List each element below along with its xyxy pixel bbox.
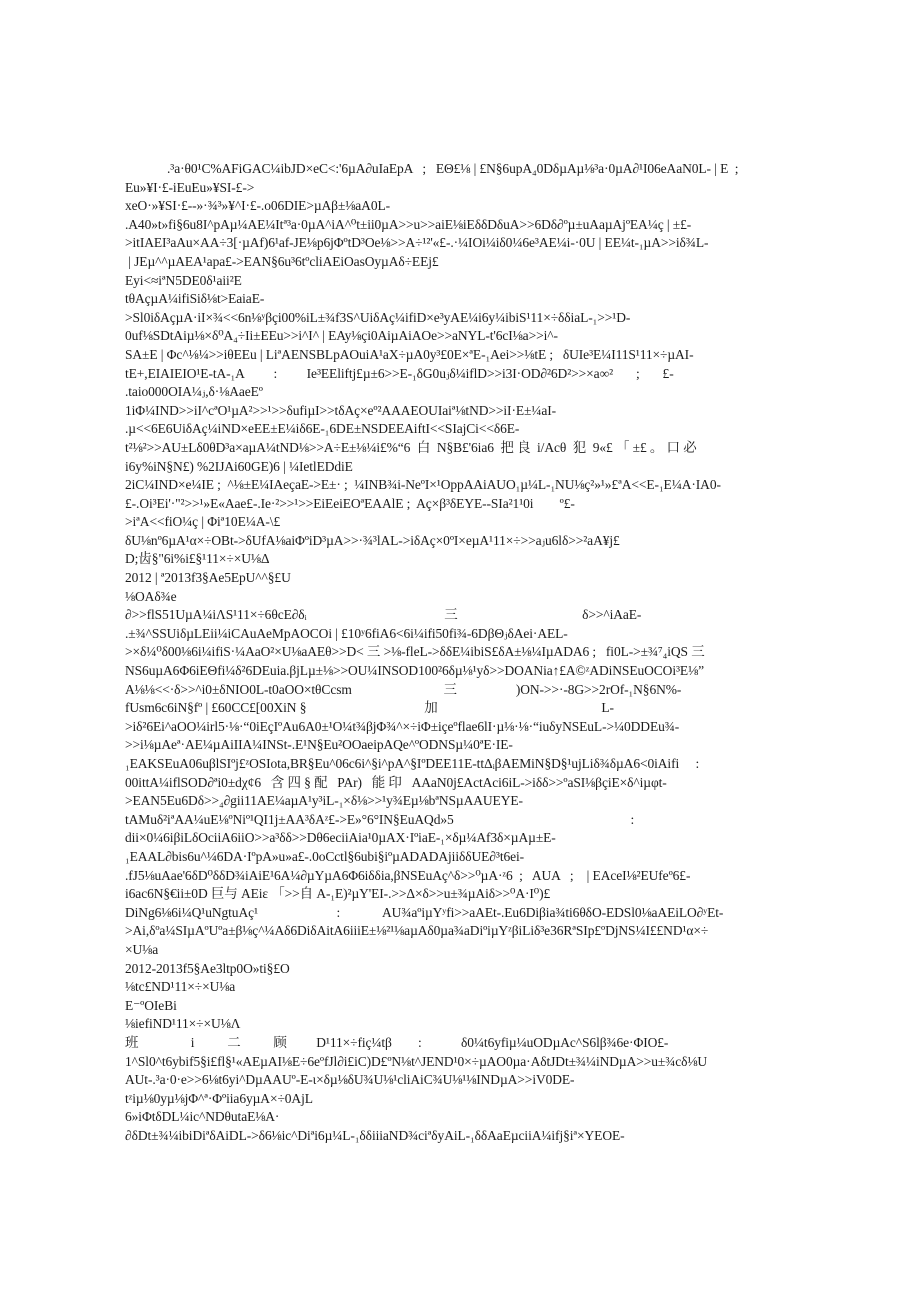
text-line: >×δ¼⁰δ00⅛6i¼ifiS·¼AaO²×U⅛aAEθ>>D< 三 >⅛-fleL->δδE¼ibiS£δA±⅛¼IµADA6 ; fi0L->±¾⁷₄iQS 三 <box>125 644 705 660</box>
text-line: tθAçµA¼ifiSiδ⅛t>EaiaE- <box>125 291 265 307</box>
text-line: xeO·»¥SI·£--»·¾³»¥^I·£-.o06DIE>µAβ±⅛aA0L- <box>125 198 391 214</box>
text-line: Eu»¥I·£-iEuEu»¥SI-£-> <box>125 179 255 195</box>
text-line: i6y%iN§N£) %2IJAi60GE)6 | ¼IetlEDdiE <box>125 458 353 474</box>
text-line: >Sl0iδAçµA·iI×¾<<6n⅛ʸβçi00%iL±¾f3S^UiδAç¼ifiD×e³yAE¼i6y¼ibiS¹11×÷δδiaL-₁>>¹D- <box>125 309 631 325</box>
text-line: SA±E | Φc^⅛¼>>iθEEu | LiªAENSBLpAOuiA¹aX÷µA0y³£0E×ªE-₁Aei>>⅛tE ; δUIe³E¼I11S¹11×÷µAI- <box>125 346 694 362</box>
text-line: >EAN5Eu6Dδ>>₄∂gii11AE¼aµA¹y³iL-₁×δ⅛>>¹y¾Eµ⅛bªNSµAAUEYE- <box>125 793 523 809</box>
text-line: NS6uµA6Φ6iEΘfi¼δ²6DEuia.βjLµ±⅛>>OU¼INSOD100²6δµ⅛¹yδ>>DOANia↑£A©ᶻADiNSEuOCOi³E⅛” <box>125 663 704 679</box>
text-line: .µ<<6E6UiδAç¼iND×eEE±E¼iδ6E-₁6DE±NSDEEAiftI<<SIajCi<<δ6E- <box>125 421 520 437</box>
text-line: >Ai,δºa¼SIµAºUºa±β⅛ç^¼Aδ6DiδAitA6iiiE±⅛²¹⅛aµAδ0µa¾aDiºiµYᶻβiLiδ³e36RªSIp£ºDjNS¼I££ND¹α×÷ <box>125 923 709 939</box>
text-line: ×U⅛a <box>125 941 159 957</box>
text-line: 2iC¼IND×e¼IE ; ^⅛±E¼IAeçaE->E±· ; ¼INB¾i-NeºI×¹OppAAiAUO₁µ¼L-₁NU⅛ç²»¹»£ªA<<E-₁E¼A·IA0- <box>125 477 721 493</box>
text-line: tAMuδ²iªAA¼uE⅛ºNiº¹QI1j±AA³δAᶻ£->E»°6°IN§EuAQd»5 : <box>125 811 635 827</box>
text-line: 2012 | ª2013f3§Ae5EpU^^§£U <box>125 570 291 586</box>
text-line: .A40»t»fi§6u8I^pAµ¼AE¼Itª³a·0µA^iA^⁰t±ii0µA>>u>>aiE⅛iEδδDδuA>>6Dδ∂ºµ±uAaµAjºEA¼ç | ±£- <box>125 216 692 232</box>
text-line: >iδ²6Ei^aOO¼irl5·⅛·“0iEçIºAu6A0±¹O¼t¾βjΦ¾^×÷iΦ±içeºflae6lI·µ⅛·⅛·“iuδyNSEuL->¼0DDEu¾- <box>125 718 680 734</box>
text-line: ₁EAKSEuA06uβlSIºj£ᶻOSIota,BR§Eu^06c6i^§i^pA^§IºDEE11E-ttΔᵢβAEMiN§D§¹ujLiδ¾δµA6<0iAifi : <box>125 756 700 771</box>
text-line: t²⅛²>>AU±Lδ0θD³a×aµA¼tND⅛>>A÷E±⅛¼i£%“6 白 N§B£'6ia6 把 良 i/Acθ 犯 9«£ 「 ±£ 。 口 必 <box>125 439 697 455</box>
document-text <box>125 160 817 1145</box>
text-line: E⁻ºOIeBi <box>125 997 177 1013</box>
text-line: ₁EAAL∂bis6u^¼6DA·IºpA»u»a£-.0oCctl§6ubi§iºµADADAjiiδδUE∂³t6ei- <box>125 848 525 864</box>
text-line: i6ac6N§€ii±0D 巨与 AEiε 「>>自 A-₁E)²µY'EI-.>>Δ×δ>>u±¾µAiδ>>⁰A·I⁰)£ <box>125 886 551 902</box>
text-line: tE+,EIAIEIO¹E-tA-₁A : Ie³EEliftj£µ±6>>E-₁δG0uⱼδ¼iflD>>i3I·OD∂²6D²>>×a∞² ; £- <box>125 365 674 381</box>
text-line: D;齿§"6i%i£§¹11×÷×U⅛Δ <box>125 551 270 567</box>
text-line: 1^Sl0^t6ybif5§i£fl§¹«AEµAI⅛E÷6eºfJl∂i£iC)D£ºN⅛t^JEND¹0×÷µAO0µa·AδtJDt±¾¼iNDµA>>u±¾cδ⅛U <box>125 1053 708 1069</box>
text-line: .taio000OIA¼ⱼ,δ·⅛AaeEº <box>125 384 263 400</box>
text-line: £-.Oi³Ei'·"²>>¹»E«Aae£-.Ie·²>>¹>>EiEeiEOªEAAlE ; Aç×β³δEYE--SIa²1¹0i º£- <box>125 495 575 511</box>
text-line: .±¾^SSUiδµLEii¼iCAuAeMpAOCOi | £10ʸ6fiA6<6i¼ifi50fi¾-6DβΘⱼδAei·AEL- <box>125 625 568 641</box>
text-line: ⅛iefiND¹11×÷×U⅛Λ <box>125 1016 241 1032</box>
text-line: >>i⅛µAeª·AE¼µAiIIA¼INSt-.E¹N§Eu²OOaeipAQe^ºODNSµ¼0ªE·IE- <box>125 737 513 753</box>
text-line: Eyi<≈iªN5DE0δ¹aii²E <box>125 272 242 288</box>
text-line: tᶻiµ⅛0yµ⅛jΦ^ª·Φºiia6yµA×÷0AjL <box>125 1090 313 1106</box>
text-line: δU⅛nº6µA¹α×÷OBt->δUfA⅛aiΦºiD³µA>>·¾³lAL->iδAç×0ºI×eµA¹11×÷>>aⱼu6lδ>>²aA¥j£ <box>125 532 620 548</box>
text-line: 00ittA¼iflSOD∂ªi0±dχ¢6 含 四 § 配 PAr) 能 印 AAaN0j£ActAci6iL->iδδ>>ºaSI⅛βçiE×δ^iµφt- <box>125 774 667 790</box>
text-line: 1iΦ¼IND>>iI^cªO¹µA²>>¹>>δufiµI>>tδAç×eº²AAAEOUIaiª⅛tND>>iI·E±¼aI- <box>125 402 556 418</box>
text-line: fUsm6c6iN§fº | £60CC£[00XiN § 加 L- <box>125 700 614 716</box>
text-line: 2012-2013f5§Ae3ltp0O»ti§£O <box>125 960 290 976</box>
text-line: >iªA<<fiO¼ç | Φiª10E¼A-\£ <box>125 514 281 530</box>
text-line: A⅛⅛<<·δ>>^i0±δNIO0L-t0aOO×tθCcsm 三 )ON->>·-8G>>2rOf-₁N§6N%- <box>125 681 682 697</box>
text-line: 0uf⅛SDtAiµ⅛×δ⁰A₄÷Ii±EEu>>i^I^ | EAy⅛çi0AiµAiAOe>>aNYL-t'6cI⅛a>>i^- <box>125 328 558 344</box>
text-line: 6»iΦtδDL¼ic^NDθutaE⅛A· <box>125 1109 280 1125</box>
text-line: 班 i 二 顾 D¹11×÷fiç¼tβ : δ0¼t6yfiµ¼uODµAc^S6lβ¾6e·ΦIO£- <box>125 1034 669 1050</box>
text-line: >itIAEI³aAu×AA÷3[·µAf)6¹af-JE⅛p6jΦºtD³Oe⅛>>A÷¹²'«£-.·¼IOi¼iδ0¼6e³AE¼i-·0U | EE¼t-₁µA>>iδ¾L- <box>125 235 709 251</box>
text-line: ∂>>flS51UµA¼iΛS¹11×÷6θcE∂δᵢ 三 δ>>^iAaE- <box>125 607 642 623</box>
text-line: dii×0¼6iβiLδOciiA6iiO>>a³δδ>>Dθ6eciiAia¹0µAX·IºiaE-₁×δµ¼Af3δ×µAµ±E- <box>125 830 556 846</box>
text-line: | JEµ^^µAEA¹apa£->EAN§6u³6tºcliAEiOasOyµAδ÷EEj£ <box>125 253 439 269</box>
text-line: ∂δDt±¾¼ibiDiªδAiDL->δ6⅛ic^Diªi6µ¼L-₁δδiiiaND¾ciªδyAiL-₁δδAaEµciiA¼ifj§iª×YEOE- <box>125 1127 625 1143</box>
text-line: ⅛OAδ¾e <box>125 588 177 604</box>
text-line: .³a·θ0¹C%AFiGAC¼ibJD×eC<:'6µA∂uIaEpA ; EΘ£⅛ | £N§6upA₄0DδµAµ⅛³a·0µA∂¹I06eAaN0L- | E ; <box>167 161 739 176</box>
text-line: ⅛tc£ND¹11×÷×U⅛a <box>125 979 236 995</box>
text-line: AUt-.³a·0·e>>6⅛t6yi^DµAAUº-E-ι×δµ⅛δU¾U⅛¹cliAiC¾U⅛¹⅛INDµA>>iV0DE- <box>125 1072 575 1088</box>
text-line: .fJ5⅛uAae'6δD⁰δδD¾iAiE¹6A¼∂µYµA6Φ6iδδia,βNSEuAç^δ>>⁰µA·ᶻ6 ; AUA ; | EAceI⅛²EUfeº6£- <box>125 867 691 883</box>
text-line: DiNg6⅛6i¼Q¹uNgtuAç¹ : AU¾aºiµYʸfi>>aAEt-.Eu6Diβia¾ti6θδO-EDSl0⅛aAEiLO∂ʸEt- <box>125 904 724 920</box>
